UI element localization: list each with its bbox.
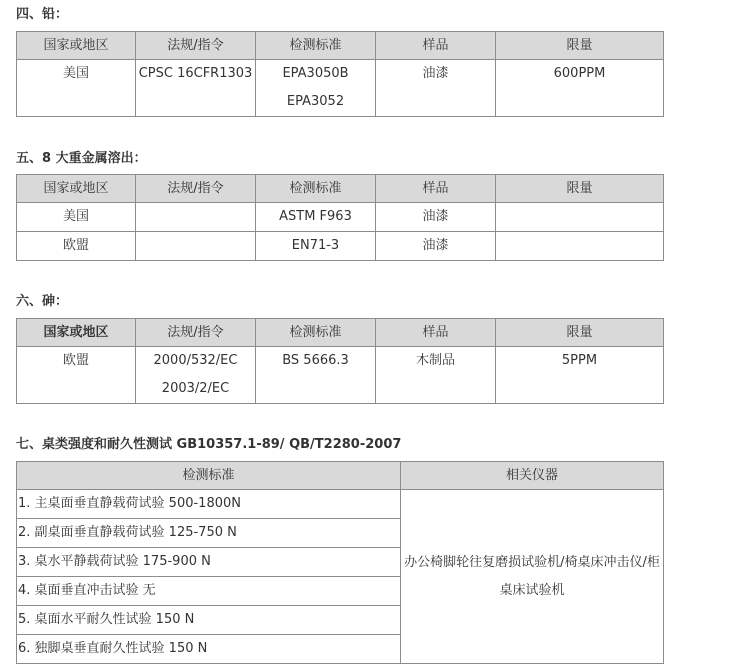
col-header-regulation: 法规/指令	[136, 32, 256, 60]
cell-standard: BS 5666.3	[256, 347, 376, 404]
col-header-limit: 限量	[496, 319, 664, 347]
table-row	[17, 203, 664, 232]
col-header-sample: 样品	[376, 175, 496, 203]
standard-line: EPA3052	[286, 94, 345, 109]
cell-region: 欧盟	[17, 232, 136, 261]
table-header-row	[17, 175, 664, 203]
col-header-region: 国家或地区	[17, 175, 136, 203]
lead-table	[16, 31, 664, 117]
col-header-standard: 检测标准	[256, 319, 376, 347]
cell-regulation	[136, 203, 256, 232]
section-7-title: 七、桌类强度和耐久性测试 GB10357.1-89/ QB/T2280-2007	[16, 437, 402, 452]
section-6-title: 六、砷：	[16, 294, 69, 309]
test-item: 2. 副桌面垂直静载荷试验 125-750 N	[17, 519, 401, 548]
cell-regulation	[136, 232, 256, 261]
cell-standard: EN71-3	[256, 232, 376, 261]
arsenic-table	[16, 318, 664, 404]
desk-strength-table	[16, 461, 664, 664]
cell-regulation	[136, 347, 256, 404]
table-row	[17, 60, 664, 117]
col-header-limit: 限量	[496, 32, 664, 60]
cell-limit: 5PPM	[496, 347, 664, 404]
table-header-row	[17, 319, 664, 347]
cell-region: 欧盟	[17, 347, 136, 404]
col-header-regulation: 法规/指令	[136, 175, 256, 203]
col-header-region: 国家或地区	[17, 319, 136, 347]
col-header-regulation: 法规/指令	[136, 319, 256, 347]
cell-standard	[256, 60, 376, 117]
section-4-title: 四、铅：	[16, 7, 69, 22]
col-header-standard: 检测标准	[256, 32, 376, 60]
cell-sample: 油漆	[376, 60, 496, 117]
cell-limit	[496, 203, 664, 232]
section-5-title: 五、8 大重金属溶出：	[16, 151, 147, 166]
col-header-limit: 限量	[496, 175, 664, 203]
cell-limit	[496, 232, 664, 261]
test-item: 1. 主桌面垂直静载荷试验 500-1800N	[17, 490, 401, 519]
col-header-test-standard: 检测标准	[17, 462, 401, 490]
standard-line: EPA3050B	[282, 66, 349, 81]
heavy-metals-table	[16, 174, 664, 261]
cell-standard: ASTM F963	[256, 203, 376, 232]
table-header-row	[17, 462, 664, 490]
regulation-line: 2000/532/EC	[153, 353, 238, 368]
col-header-sample: 样品	[376, 319, 496, 347]
cell-regulation: CPSC 16CFR1303	[136, 60, 256, 117]
cell-sample: 油漆	[376, 232, 496, 261]
test-item: 6. 独脚桌垂直耐久性试验 150 N	[17, 635, 401, 664]
cell-region: 美国	[17, 203, 136, 232]
test-item: 4. 桌面垂直冲击试验 无	[17, 577, 401, 606]
table-row	[17, 490, 664, 519]
cell-sample: 油漆	[376, 203, 496, 232]
col-header-sample: 样品	[376, 32, 496, 60]
cell-instrument: 办公椅脚轮往复磨损试验机/椅桌床冲击仪/柜桌床试验机	[401, 490, 664, 664]
col-header-region: 国家或地区	[17, 32, 136, 60]
test-item: 3. 桌水平静载荷试验 175-900 N	[17, 548, 401, 577]
table-row	[17, 232, 664, 261]
regulation-line: 2003/2/EC	[161, 381, 230, 396]
table-header-row	[17, 32, 664, 60]
col-header-instrument: 相关仪器	[401, 462, 664, 490]
col-header-standard: 检测标准	[256, 175, 376, 203]
test-item: 5. 桌面水平耐久性试验 150 N	[17, 606, 401, 635]
cell-region: 美国	[17, 60, 136, 117]
cell-limit: 600PPM	[496, 60, 664, 117]
table-row	[17, 347, 664, 404]
cell-sample: 木制品	[376, 347, 496, 404]
